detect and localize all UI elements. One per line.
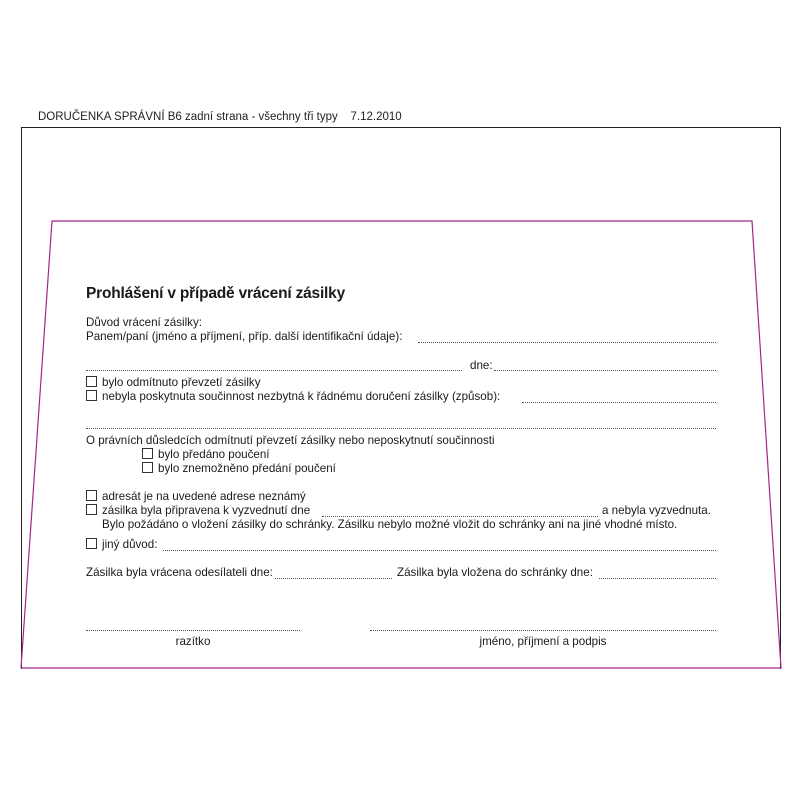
option-instruction-given[interactable] xyxy=(142,448,270,461)
checkbox-no-cooperation[interactable] xyxy=(86,390,97,401)
option-refused[interactable] xyxy=(86,376,261,389)
option-instruction-prevented[interactable] xyxy=(142,462,336,475)
checkbox-prepared[interactable] xyxy=(86,504,97,515)
cooperation-method-field-line2[interactable] xyxy=(86,428,716,429)
returned-date-field[interactable] xyxy=(275,578,392,579)
returned-label: Zásilka byla vrácena odesílateli dne: xyxy=(86,566,273,579)
document-header: DORUČENKA SPRÁVNÍ B6 zadní strana - všechny tři typy 7.12.2010 xyxy=(38,111,402,123)
date-field[interactable] xyxy=(494,370,716,371)
checkbox-other[interactable] xyxy=(86,538,97,549)
signature-label: jméno, příjmení a podpis xyxy=(479,635,607,648)
reason-label: Důvod vrácení zásilky: xyxy=(86,316,202,329)
person-field[interactable] xyxy=(418,342,716,343)
option-refused-label: bylo odmítnuto převzetí zásilky xyxy=(102,376,261,389)
mailbox-label: Zásilka byla vložena do schránky dne: xyxy=(397,566,593,579)
date-label: dne: xyxy=(470,359,493,372)
checkbox-unknown[interactable] xyxy=(86,490,97,501)
option-other-label: jiný důvod: xyxy=(102,538,158,551)
option-prepared-label: zásilka byla připravena k vyzvednutí dne xyxy=(102,504,311,517)
checkbox-refused[interactable] xyxy=(86,376,97,387)
checkbox-instruction-given[interactable] xyxy=(142,448,153,459)
signature-field[interactable] xyxy=(370,630,716,631)
option-prepared[interactable] xyxy=(86,504,310,517)
checkbox-instruction-prevented[interactable] xyxy=(142,462,153,473)
stamp-field[interactable] xyxy=(86,630,300,631)
option-instruction-prevented-label: bylo znemožněno předání poučení xyxy=(158,462,336,475)
other-reason-field[interactable] xyxy=(163,550,716,551)
person-field-line2[interactable] xyxy=(86,370,462,371)
option-no-cooperation-label: nebyla poskytnuta součinnost nezbytná k řádnému doručení zásilky (způsob): xyxy=(102,390,501,403)
not-collected-text: a nebyla vyzvednuta. xyxy=(602,504,711,517)
option-unknown-label: adresát je na uvedené adrese neznámý xyxy=(102,490,306,503)
consequences-text: O právních důsledcích odmítnutí převzetí zásilky nebo neposkytnutí součinnosti xyxy=(86,434,495,447)
cooperation-method-field[interactable] xyxy=(522,402,716,403)
mailbox-note: Bylo požádáno o vložení zásilky do schránky. Zásilku nebylo možné vložit do schránky ani na jiné vhodné místo. xyxy=(102,518,678,531)
option-unknown[interactable] xyxy=(86,490,306,503)
option-no-cooperation[interactable] xyxy=(86,390,500,403)
option-other[interactable] xyxy=(86,538,157,551)
form-title: Prohlášení v případě vrácení zásilky xyxy=(86,285,346,302)
mailbox-date-field[interactable] xyxy=(599,578,716,579)
option-instruction-given-label: bylo předáno poučení xyxy=(158,448,270,461)
pickup-date-field[interactable] xyxy=(322,516,598,517)
person-label: Panem/paní (jméno a příjmení, příp. další identifikační údaje): xyxy=(86,330,403,343)
stamp-label: razítko xyxy=(175,635,211,648)
